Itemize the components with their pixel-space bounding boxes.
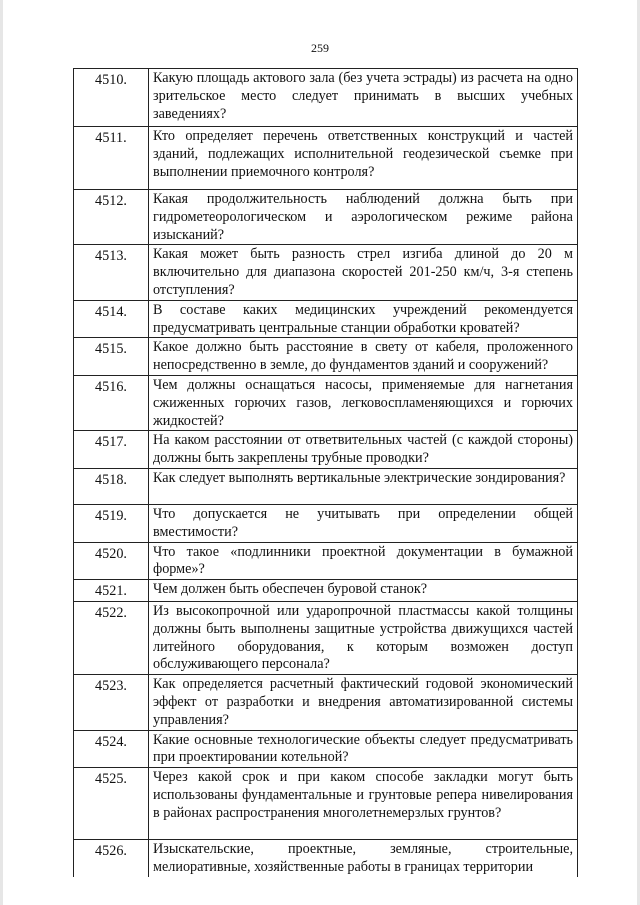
question-text: Какая продолжительность наблюдений должна быть при гидрометеорологическом и аэрологическом режиме района изысканий?: [149, 190, 578, 245]
questions-table-body: [74, 69, 578, 877]
table-row: [74, 431, 578, 469]
question-text: Какая может быть разность стрел изгиба длиной до 20 м включительно для диапазона скоростей 201-250 км/ч, 3-я степень отступления?: [149, 245, 578, 300]
table-row: [74, 338, 578, 376]
question-number: 4525.: [74, 768, 149, 840]
table-row: [74, 542, 578, 580]
question-number: 4518.: [74, 468, 149, 504]
left-page-edge: [0, 0, 3, 905]
question-text: Чем должны оснащаться насосы, применяемые для нагнетания сжиженных горючих газов, легковоспламеняющихся и горючих жидкостей?: [149, 375, 578, 430]
table-row: [74, 840, 578, 877]
question-text: Через какой срок и при каком способе закладки могут быть использованы фундаментальные и грунтовые репера нивелирования в районах распространения многолетнемерзлых грунтов?: [149, 768, 578, 840]
table-row: [74, 375, 578, 430]
table-row: [74, 127, 578, 190]
table-row: [74, 601, 578, 674]
question-number: 4521.: [74, 580, 149, 602]
question-text: Как определяется расчетный фактический годовой экономический эффект от разработки и внедрения автоматизированной системы управления?: [149, 675, 578, 730]
question-text: Чем должен быть обеспечен буровой станок?: [149, 580, 578, 602]
question-text: Какие основные технологические объекты следует предусматривать при проектировании котельной?: [149, 730, 578, 768]
question-text: Что такое «подлинники проектной документации в бумажной форме»?: [149, 542, 578, 580]
table-row: [74, 69, 578, 127]
question-number: 4514.: [74, 300, 149, 338]
question-number: 4512.: [74, 190, 149, 245]
question-text: Что допускается не учитывать при определении общей вместимости?: [149, 504, 578, 542]
question-number: 4522.: [74, 601, 149, 674]
table-row: [74, 580, 578, 602]
page-number: 259: [311, 41, 329, 55]
question-text: На каком расстоянии от ответвительных частей (с каждой стороны) должны быть закреплены трубные проводки?: [149, 431, 578, 469]
question-text: Кто определяет перечень ответственных конструкций и частей зданий, подлежащих исполнительной геодезической съемке при выполнении приемочного контроля?: [149, 127, 578, 190]
question-number: 4520.: [74, 542, 149, 580]
question-number: 4519.: [74, 504, 149, 542]
table-row: [74, 300, 578, 338]
table-row: [74, 468, 578, 504]
question-number: 4524.: [74, 730, 149, 768]
question-text: Какую площадь актового зала (без учета эстрады) из расчета на одно зрительское место следует принимать в высших учебных заведениях?: [149, 69, 578, 127]
table-row: [74, 190, 578, 245]
question-number: 4513.: [74, 245, 149, 300]
questions-table: [73, 68, 578, 877]
question-text: Какое должно быть расстояние в свету от кабеля, проложенного непосредственно в земле, до фундаментов зданий и сооружений?: [149, 338, 578, 376]
question-text: В составе каких медицинских учреждений рекомендуется предусматривать центральные станции обработки кроватей?: [149, 300, 578, 338]
question-text: Как следует выполнять вертикальные электрические зондирования?: [149, 468, 578, 504]
question-number: 4515.: [74, 338, 149, 376]
question-number: 4516.: [74, 375, 149, 430]
question-text: Изыскательские, проектные, земляные, строительные, мелиоративные, хозяйственные работы в границах территории: [149, 840, 578, 877]
table-row: [74, 675, 578, 730]
question-number: 4511.: [74, 127, 149, 190]
table-row: [74, 768, 578, 840]
table-row: [74, 245, 578, 300]
question-number: 4510.: [74, 69, 149, 127]
question-number: 4523.: [74, 675, 149, 730]
table-row: [74, 504, 578, 542]
question-number: 4517.: [74, 431, 149, 469]
question-number: 4526.: [74, 840, 149, 877]
question-text: Из высокопрочной или ударопрочной пластмассы какой толщины должны быть выполнены защитные устройства движущихся частей литейного оборудования, к которым возможен доступ обслуживающего персонала?: [149, 601, 578, 674]
table-row: [74, 730, 578, 768]
